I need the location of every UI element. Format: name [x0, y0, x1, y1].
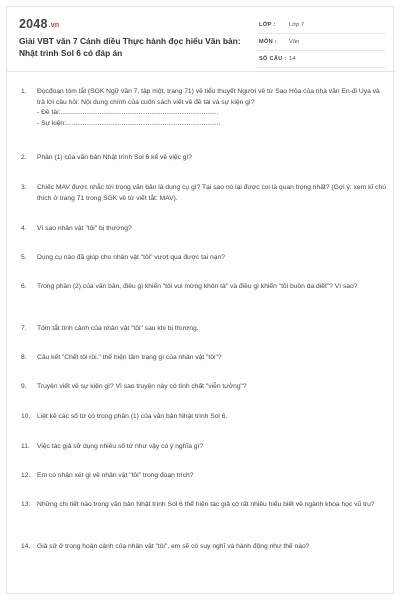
worksheet-header	[7, 7, 395, 67]
answer-line-topic: - Đề tài:.....................................................................................	[37, 109, 219, 117]
meta-label: MÔN :	[259, 39, 277, 45]
logo-suffix: .vn	[48, 22, 60, 29]
logo-main: 2048	[19, 17, 48, 31]
question-text: Truyện viết về sự kiện gì? Vì sao truyện này có tính chất "viễn tưởng"?	[37, 383, 247, 390]
question-number: 11.	[21, 443, 30, 450]
meta-label: LỚP :	[259, 22, 276, 28]
question-number: 4.	[21, 225, 27, 232]
question-text: Chiếc MAV được nhắc tới trong văn bản là dụng cụ gì? Tại sao nó lại được coi là quan trọng nhất? (Gợi ý: xem kĩ chú thích ở trang 71 trong SGK về từ viết tắt: MAV).	[37, 184, 386, 202]
question-text: Đọcđoạn tóm tắt (SGK Ngữ văn 7, tập một, trang 71) về tiểu thuyết Người về từ Sao Hỏa của nhà văn En-đi Uya và trả lời câu hỏi: Nội dung chính của cuốn sách viết về đề tài và sự kiện gì?	[37, 88, 380, 106]
question-number: 6.	[21, 283, 27, 290]
meta-row-class	[257, 19, 385, 34]
question-text: Em có nhận xét gì về nhân vật "tôi" trong đoạn trích?	[37, 472, 194, 479]
header-divider	[7, 71, 395, 72]
meta-value: 14	[289, 56, 296, 62]
site-logo[interactable]	[19, 17, 59, 31]
meta-info	[257, 19, 385, 70]
question-number: 9.	[21, 383, 27, 390]
question-text: Câu kết "Chết tôi rồi." thể hiện tâm trạng gì của nhân vật "tôi"?	[37, 354, 222, 361]
question-text: Những chi tiết nào trong văn bản Nhật trình Sol 6 thể hiện tác giả có rất nhiều hiểu biết về ngành khoa học vũ trụ?	[37, 501, 375, 508]
question-number: 5.	[21, 254, 27, 261]
question-text: Giả sử ở trong hoàn cảnh của nhân vật "tôi", em sẽ có suy nghĩ và hành động như thế nào?	[37, 543, 310, 550]
meta-row-count	[257, 53, 385, 68]
question-number: 7.	[21, 325, 27, 332]
question-text: Liệt kê các số từ có trong phần (1) của văn bản Nhật trình Sol 6.	[37, 413, 228, 420]
question-number: 14.	[21, 543, 31, 550]
question-number: 3.	[21, 184, 27, 191]
question-number: 10.	[21, 413, 31, 420]
worksheet-title: Giải VBT văn 7 Cánh diều Thực hành đọc hiểu Văn bản: Nhật trình Sol 6 có đáp án	[19, 36, 241, 58]
question-text: Trong phần (2) của văn bản, điều gì khiến "tôi vui mừng khôn tả" và điều gì khiến "tôi buồn da diết"? Vì sao?	[37, 283, 358, 290]
question-text: Tóm tắt tình cảnh của nhân vật "tôi" sau khi bị thương.	[37, 325, 199, 332]
question-number: 2.	[21, 154, 27, 161]
meta-value: Văn	[289, 39, 300, 45]
question-text: Dụng cụ nào đã giúp cho nhân vật "tôi" vượt qua được tai nạn?	[37, 254, 225, 261]
meta-value: Lớp 7	[289, 22, 305, 28]
question-number: 12.	[21, 472, 31, 479]
question-number: 13.	[21, 501, 31, 508]
question-text: Việc tác giả sử dụng nhiều số từ như vậy có ý nghĩa gì?	[37, 443, 204, 450]
meta-label: SỐ CÂU :	[259, 56, 287, 62]
question-body	[37, 87, 387, 129]
question-number: 8.	[21, 354, 27, 361]
meta-row-subject	[257, 36, 385, 51]
question-text: Vì sao nhân vật "tôi" bị thương?	[37, 225, 132, 232]
answer-line-event: - Sự kiện:...................................................................................	[37, 119, 221, 127]
question-text: Phần (1) của văn bản Nhật trình Sol 6 kể về việc gì?	[37, 154, 193, 161]
worksheet-page	[6, 6, 394, 594]
question-number: 1.	[21, 88, 27, 95]
